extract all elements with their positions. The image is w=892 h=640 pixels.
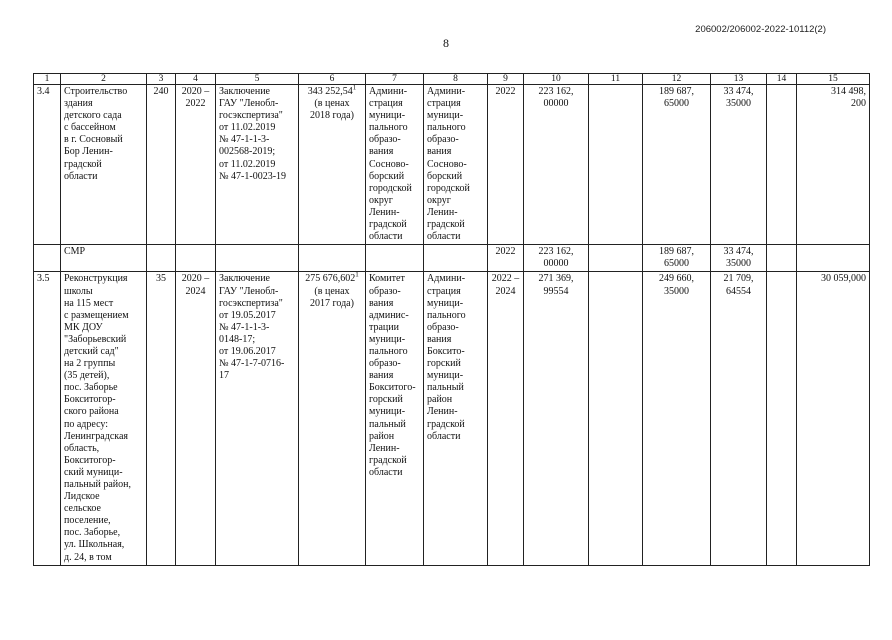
cell-executor bbox=[424, 245, 488, 272]
cell-col14 bbox=[767, 245, 797, 272]
column-header: 10 bbox=[524, 74, 589, 85]
cell-customer bbox=[366, 245, 424, 272]
column-header: 5 bbox=[216, 74, 299, 85]
cell-executor: Админи- страция муници- пального образо- вания Боксито- горский муници- пальный район Ленин- градской области bbox=[424, 272, 488, 565]
cell-cost bbox=[299, 272, 366, 565]
cell-col15: 314 498, 200 bbox=[797, 85, 870, 245]
cell-number bbox=[34, 245, 61, 272]
cell-object-name: СМР bbox=[61, 245, 147, 272]
cell-total: 223 162, 00000 bbox=[524, 85, 589, 245]
cell-year: 2022 – 2024 bbox=[488, 272, 524, 565]
cell-object-name: Реконструкция школы на 115 мест с размещением МК ДОУ "Заборьевский детский сад" на 2 группы (35 детей), пос. Заборье Бокситогор- ского района по адресу: Ленинградская область, Бокситогор- ский муници- пальный район, Лидское сельское поселение, пос. Заборье, ул. Школьная, д. 24, в том bbox=[61, 272, 147, 565]
cell-col12: 249 660, 35000 bbox=[643, 272, 711, 565]
cost-value: 343 252,54 bbox=[307, 86, 353, 97]
column-header: 4 bbox=[176, 74, 216, 85]
column-header: 12 bbox=[643, 74, 711, 85]
cell-total: 271 369, 99554 bbox=[524, 272, 589, 565]
column-header: 15 bbox=[797, 74, 870, 85]
cell-col15 bbox=[797, 245, 870, 272]
column-header: 11 bbox=[589, 74, 643, 85]
cell-number: 3.5 bbox=[34, 272, 61, 565]
cell-col11 bbox=[589, 245, 643, 272]
column-header: 8 bbox=[424, 74, 488, 85]
cell-col12: 189 687, 65000 bbox=[643, 245, 711, 272]
cell-year: 2022 bbox=[488, 85, 524, 245]
column-header: 7 bbox=[366, 74, 424, 85]
cell-col15: 30 059,000 bbox=[797, 272, 870, 565]
column-header: 13 bbox=[711, 74, 767, 85]
column-header: 14 bbox=[767, 74, 797, 85]
cell-expertise: Заключение ГАУ "Ленобл- госэкспертиза" от 19.05.2017 № 47-1-1-3- 0148-17; от 19.06.2017 № 47-1-7-0716- 17 bbox=[216, 272, 299, 565]
table-row bbox=[34, 245, 870, 272]
cost-value: 275 676,602 bbox=[305, 273, 356, 285]
cost-note: (в ценах 2017 года) bbox=[310, 285, 354, 309]
footnote-mark: 1 bbox=[352, 84, 357, 92]
page-number: 8 bbox=[443, 36, 449, 50]
cell-year: 2022 bbox=[488, 245, 524, 272]
document-id: 206002/206002-2022-10112(2) bbox=[695, 24, 826, 35]
cell-col11 bbox=[589, 85, 643, 245]
data-table bbox=[33, 73, 870, 566]
cost-note: (в ценах 2018 года) bbox=[310, 98, 354, 122]
cell-total: 223 162, 00000 bbox=[524, 245, 589, 272]
cell-period: 2020 – 2022 bbox=[176, 85, 216, 245]
column-header: 3 bbox=[147, 74, 176, 85]
column-header: 1 bbox=[34, 74, 61, 85]
table-row bbox=[34, 85, 870, 245]
cell-col14 bbox=[767, 85, 797, 245]
cell-col13: 33 474, 35000 bbox=[711, 85, 767, 245]
cell-col12: 189 687, 65000 bbox=[643, 85, 711, 245]
cell-object-name: Строительство здания детского сада с бассейном в г. Сосновый Бор Ленин- градской области bbox=[61, 85, 147, 245]
cell-period: 2020 – 2024 bbox=[176, 272, 216, 565]
cell-period bbox=[176, 245, 216, 272]
column-header: 2 bbox=[61, 74, 147, 85]
cell-capacity bbox=[147, 245, 176, 272]
cell-expertise: Заключение ГАУ "Ленобл- госэкспертиза" от 11.02.2019 № 47-1-1-3- 002568-2019; от 11.02.2019 № 47-1-0023-19 bbox=[216, 85, 299, 245]
cell-cost bbox=[299, 85, 366, 245]
cell-customer: Админи- страция муници- пального образо- вания Сосново- борский городской округ Ленин- градской области bbox=[366, 85, 424, 245]
footnote-mark: 1 bbox=[355, 271, 359, 280]
cell-col13: 33 474, 35000 bbox=[711, 245, 767, 272]
column-number-row bbox=[34, 74, 870, 85]
cell-number: 3.4 bbox=[34, 85, 61, 245]
cell-col13: 21 709, 64554 bbox=[711, 272, 767, 565]
cell-executor: Админи- страция муници- пального образо- вания Сосново- борский городской округ Ленин- градской области bbox=[424, 85, 488, 245]
cell-capacity: 240 bbox=[147, 85, 176, 245]
cell-capacity: 35 bbox=[147, 272, 176, 565]
column-header: 9 bbox=[488, 74, 524, 85]
column-header: 6 bbox=[299, 74, 366, 85]
cell-col11 bbox=[589, 272, 643, 565]
cell-expertise bbox=[216, 245, 299, 272]
table-row bbox=[34, 272, 870, 565]
cell-customer: Комитет образо- вания админис- трации муници- пального образо- вания Бокситого- горский муници- пальный район Ленин- градской области bbox=[366, 272, 424, 565]
cell-cost bbox=[299, 245, 366, 272]
cell-col14 bbox=[767, 272, 797, 565]
